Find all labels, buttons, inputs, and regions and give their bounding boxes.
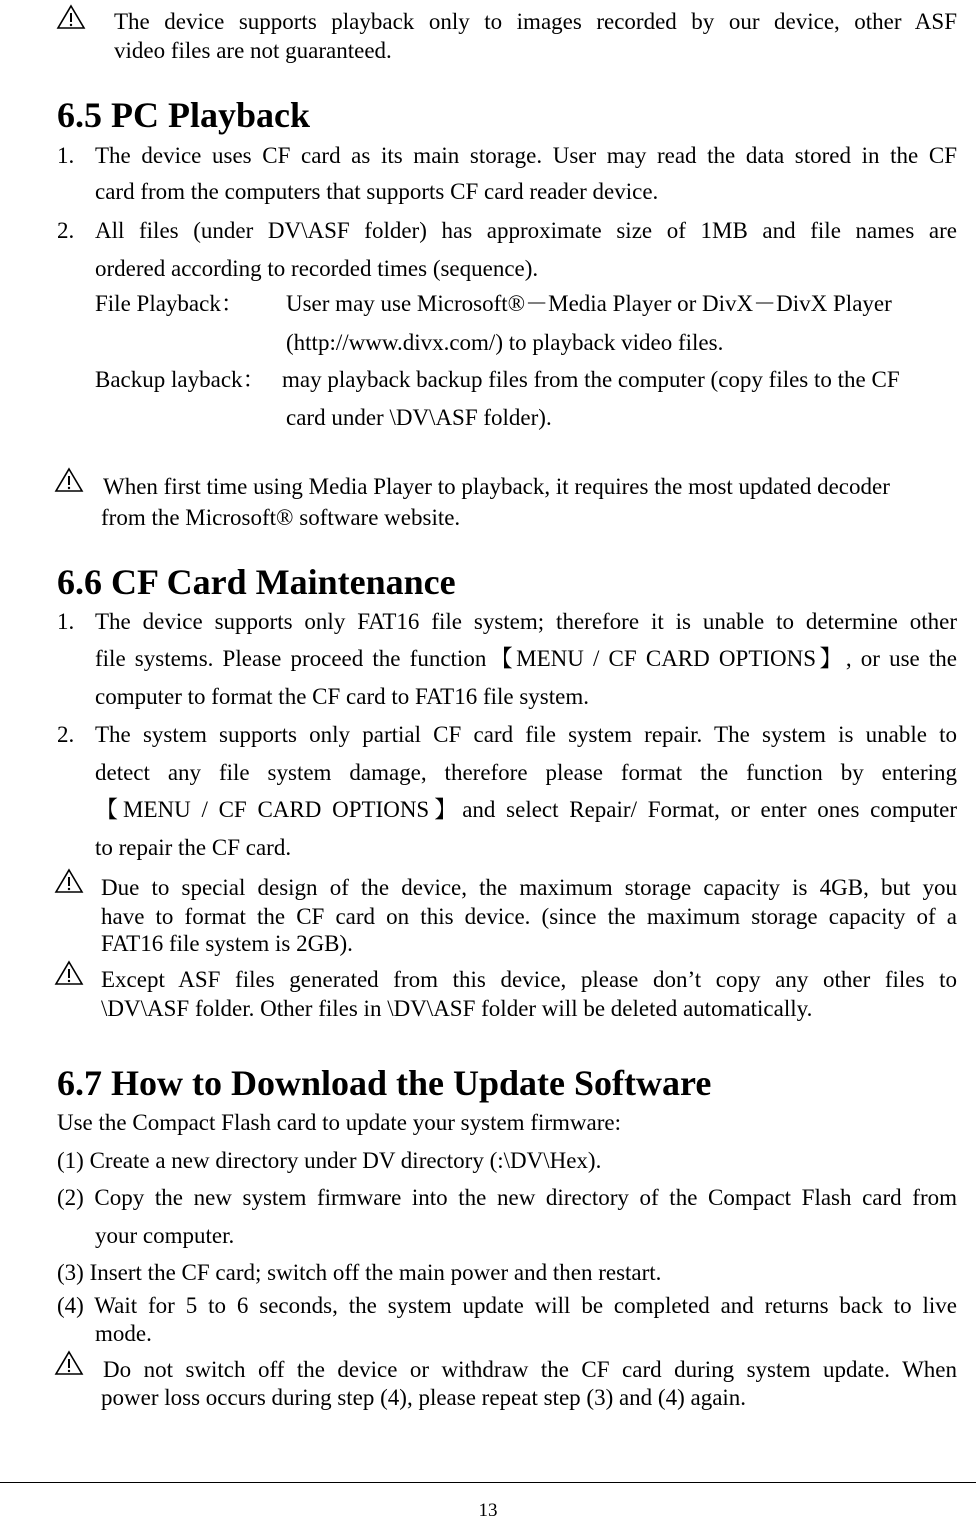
list-number: 1. bbox=[57, 609, 75, 634]
list-item-line: file systems. Please proceed the function【MENU / CF CARD OPTIONS】, or use the bbox=[95, 646, 957, 671]
file-playback-label: File Playback： bbox=[95, 291, 244, 316]
step-line: (1) Create a new directory under DV directory (:\DV\Hex). bbox=[57, 1148, 602, 1173]
backup-playback-text: card under \DV\ASF folder). bbox=[286, 405, 552, 430]
note-line: have to format the CF card on this device. (since the maximum storage capacity of a bbox=[101, 904, 957, 929]
note-line: \DV\ASF folder. Other files in \DV\ASF folder will be deleted automatically. bbox=[101, 996, 813, 1021]
file-playback-text: (http://www.divx.com/) to playback video files. bbox=[286, 330, 724, 355]
backup-playback-label: Backup layback： bbox=[95, 367, 266, 392]
note-line: Due to special design of the device, the maximum storage capacity is 4GB, but you bbox=[101, 875, 957, 900]
list-item-line: 【MENU / CF CARD OPTIONS】and select Repair/ Format, or enter ones computer bbox=[95, 797, 957, 822]
list-item-line: All files (under DV\ASF folder) has approximate size of 1MB and file names are bbox=[95, 218, 957, 243]
section-heading-6-5: 6.5 PC Playback bbox=[57, 95, 311, 135]
list-number: 1. bbox=[57, 143, 75, 168]
backup-playback-text: may playback backup files from the computer (copy files to the CF bbox=[282, 367, 900, 392]
list-number: 2. bbox=[57, 218, 75, 243]
list-item-line: The system supports only partial CF card file system repair. The system is unable to bbox=[95, 722, 957, 747]
note-line: Except ASF files generated from this device, please don’t copy any other files to bbox=[101, 967, 957, 992]
note-line: power loss occurs during step (4), please repeat step (3) and (4) again. bbox=[101, 1385, 747, 1410]
section-heading-6-6: 6.6 CF Card Maintenance bbox=[57, 562, 456, 602]
top-note-line: The device supports playback only to images recorded by our device, other ASF bbox=[114, 9, 957, 34]
warning-icon bbox=[54, 467, 84, 493]
list-item-line: card from the computers that supports CF card reader device. bbox=[95, 179, 659, 204]
list-item-line: ordered according to recorded times (sequence). bbox=[95, 256, 539, 281]
step-line: (4) Wait for 5 to 6 seconds, the system update will be completed and returns back to live bbox=[57, 1293, 957, 1318]
list-item-line: The device supports only FAT16 file system; therefore it is unable to determine other bbox=[95, 609, 957, 634]
file-playback-text: User may use Microsoft®－Media Player or DivX－DivX Player bbox=[286, 291, 892, 316]
paragraph-line: Use the Compact Flash card to update your system firmware: bbox=[57, 1110, 621, 1135]
warning-icon bbox=[54, 960, 84, 986]
step-line: (2) Copy the new system firmware into the new directory of the Compact Flash card from bbox=[57, 1185, 957, 1210]
warning-icon bbox=[54, 1350, 84, 1376]
step-line: (3) Insert the CF card; switch off the main power and then restart. bbox=[57, 1260, 662, 1285]
list-item-line: computer to format the CF card to FAT16 file system. bbox=[95, 684, 589, 709]
note-line: Do not switch off the device or withdraw the CF card during system update. When bbox=[103, 1357, 957, 1382]
list-item-line: to repair the CF card. bbox=[95, 835, 292, 860]
list-number: 2. bbox=[57, 722, 75, 747]
note-line: When first time using Media Player to playback, it requires the most updated decoder bbox=[103, 474, 890, 499]
step-line: mode. bbox=[95, 1321, 152, 1346]
list-item-line: The device uses CF card as its main storage. User may read the data stored in the CF bbox=[95, 143, 957, 168]
note-line: FAT16 file system is 2GB). bbox=[101, 931, 353, 956]
step-line: your computer. bbox=[95, 1223, 235, 1248]
warning-icon bbox=[56, 4, 86, 30]
top-note-line: video files are not guaranteed. bbox=[114, 38, 392, 63]
footer-divider bbox=[0, 1482, 976, 1483]
note-line: from the Microsoft® software website. bbox=[101, 505, 461, 530]
list-item-line: detect any file system damage, therefore please format the function by entering bbox=[95, 760, 957, 785]
page-number: 13 bbox=[478, 1500, 498, 1521]
warning-icon bbox=[54, 868, 84, 894]
section-heading-6-7: 6.7 How to Download the Update Software bbox=[57, 1063, 712, 1103]
